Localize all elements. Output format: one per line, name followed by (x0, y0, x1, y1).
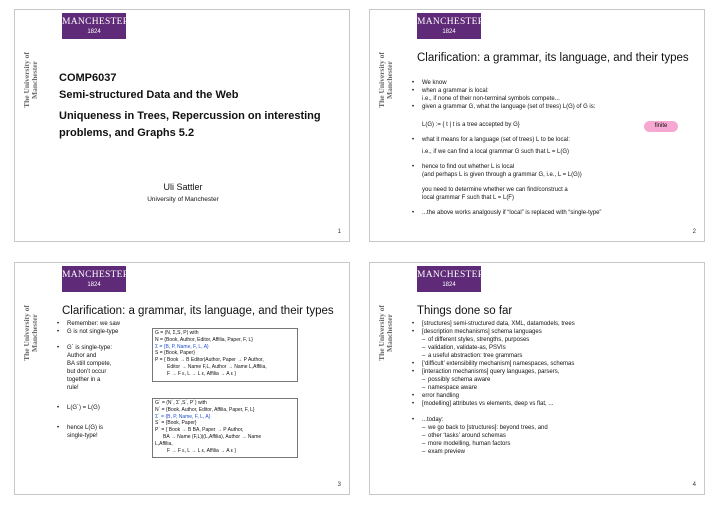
grammar-line: S´ = {Book, Paper} (155, 420, 197, 427)
grammar-box-g-prime (152, 398, 298, 458)
logo-name: MANCHESTER (62, 270, 130, 280)
logo-name: MANCHESTER (417, 17, 485, 27)
university-band (378, 45, 394, 115)
page-number: 4 (692, 482, 696, 488)
grammar-terminals: Σ = {B, P, Name, F, L, A} (155, 343, 209, 350)
grammar-line: L,Affilia, (155, 440, 173, 447)
course-title: Semi-structured Data and the Web (59, 89, 239, 101)
grammar-line: BA → Name (F,L)|(L,Affilia), Author → Name (163, 433, 262, 440)
text-line: L(G) := { t | t is a tree accepted by G} (422, 122, 520, 128)
page-number: 2 (692, 229, 696, 235)
bullet: • [description mechanisms] schema languages (412, 328, 698, 336)
bullet: • when a grammar is local: (412, 87, 698, 95)
manchester-logo (417, 266, 485, 292)
manchester-logo (62, 266, 130, 292)
sub-bullet: – exam preview (412, 448, 698, 456)
bullet: • G is not single-type (57, 328, 153, 336)
slide-2 (369, 9, 705, 242)
university-band-text: The University of Manchester (22, 52, 39, 108)
grammar-line: G = (N, Σ,S, P) with (155, 330, 199, 336)
bullet: • [structures] semi-structured data, XML, datamodels, trees (412, 320, 698, 328)
slide-body (57, 320, 153, 440)
sub-bullet: – other ‘tasks’ around schemas (412, 432, 698, 440)
grammar-terminals: Σ´ = {B, P, Name, F, L, A} (155, 413, 211, 420)
grammar-box-g (152, 328, 298, 382)
text-line: i.e., if none of their non-terminal symbols compete... (422, 96, 560, 102)
university-band-text: The University of Manchester (377, 305, 394, 361)
university-band-text: The University of Manchester (22, 305, 39, 361)
bullet: • Remember: we saw (57, 320, 153, 328)
text-line: single-type! (67, 433, 98, 439)
grammar-line: N = {Book, Author, Editor, Affilia, Paper, F, L} (155, 336, 253, 343)
logo-year: 1824 (442, 282, 456, 288)
university-band (23, 298, 39, 368)
slide-4 (369, 262, 705, 495)
text-line: BA still compete, (67, 361, 112, 367)
course-code: COMP6037 (59, 72, 117, 84)
text-line: rule! (67, 385, 79, 391)
page-number: 1 (337, 229, 341, 235)
text-line: but don’t occur (67, 369, 107, 375)
grammar-line: G´ = (N´, Σ´,S´, P´) with (155, 400, 207, 406)
grammar-line: F → F ε, L → L ε, Affilia → A ε } (167, 447, 237, 454)
grammar-line: N´ = {Book, Author, Editor, Affilia, Paper, F, L} (155, 406, 255, 413)
sub-bullet: – a useful abstraction: tree grammars (412, 352, 698, 360)
slide-body (412, 320, 698, 456)
sub-bullet: – we go back to [structures]: beyond trees, and (412, 424, 698, 432)
bullet: • hence L(G) is (57, 424, 153, 432)
logo-year: 1824 (87, 29, 101, 35)
bullet: • ...the above works analgously if “local” is replaced with “single-type” (412, 209, 698, 217)
text-line: local grammar F such that L = L(F) (422, 195, 514, 201)
bullet: • given a grammar G, what the language (set of trees) L(G) of G is: (412, 103, 698, 111)
logo-name: MANCHESTER (417, 270, 485, 280)
university-band (378, 298, 394, 368)
text-line: i.e., if we can find a local grammar G such that L = L(G) (422, 149, 570, 155)
bullet: • L(G´) = L(G) (57, 404, 153, 412)
slide-title: Clarification: a grammar, its language, and their types (417, 52, 689, 64)
text-line: Author and (67, 353, 97, 359)
bullet: • [‘difficult’ extensibility mechanism] namespaces, schemas (412, 360, 698, 368)
university-band-text: The University of Manchester (377, 52, 394, 108)
bullet: • what it means for a language (set of trees) L to be local: (412, 136, 698, 144)
sub-bullet: – validation, validate-as, PSVIs (412, 344, 698, 352)
sub-bullet: – more modelling, human factors (412, 440, 698, 448)
sub-bullet: – possibly schema aware (412, 376, 698, 384)
sub-bullet: – of different styles, strengths, purposes (412, 336, 698, 344)
sub-bullet: – namespace aware (412, 384, 698, 392)
grammar-line: S = {Book, Paper} (155, 350, 195, 357)
slide-title: Things done so far (417, 305, 513, 317)
grammar-line: P´ = { Book → B BA, Paper → P Author, (155, 427, 244, 434)
slide-title: Clarification: a grammar, its language, and their types (62, 305, 334, 317)
grammar-line: F → F ε, L → L ε, Affilia → A ε } (167, 370, 237, 377)
grammar-line: Editor → Name F,L, Author → Name L,Affilia, (167, 363, 267, 370)
bullet: • [interaction mechanisms] query languages, parsers, (412, 368, 698, 376)
finite-badge: finite (644, 121, 678, 132)
manchester-logo (417, 13, 485, 39)
text-line: (and perhaps L is given through a grammar G, i.e., L = L(G)) (422, 172, 582, 178)
bullet: • ...today: (412, 416, 698, 424)
bullet: • hence to find out whether L is local (412, 163, 698, 171)
bullet: • We know (412, 79, 698, 87)
slide-1 (14, 9, 350, 242)
author-affiliation: University of Manchester (147, 196, 219, 203)
grammar-line: P = { Book → B Editor|Author, Paper → P Author, (155, 357, 264, 364)
slide-3 (14, 262, 350, 495)
text-line: together in a (67, 377, 101, 383)
text-line: you need to determine whether we can find/construct a (422, 187, 568, 193)
bullet: • [modelling] attributes vs elements, deep vs flat, ... (412, 400, 698, 408)
university-band (23, 45, 39, 115)
author-name: Uli Sattler (163, 182, 203, 192)
slide-body (412, 79, 698, 217)
logo-year: 1824 (87, 282, 101, 288)
manchester-logo (62, 13, 130, 39)
bullet: • error handling (412, 392, 698, 400)
lecture-title: Uniqueness in Trees, Repercussion on interesting problems, and Graphs 5.2 (59, 110, 321, 139)
logo-year: 1824 (442, 29, 456, 35)
page-number: 3 (337, 482, 341, 488)
logo-name: MANCHESTER (62, 17, 130, 27)
bullet: • G´ is single-type: (57, 344, 153, 352)
